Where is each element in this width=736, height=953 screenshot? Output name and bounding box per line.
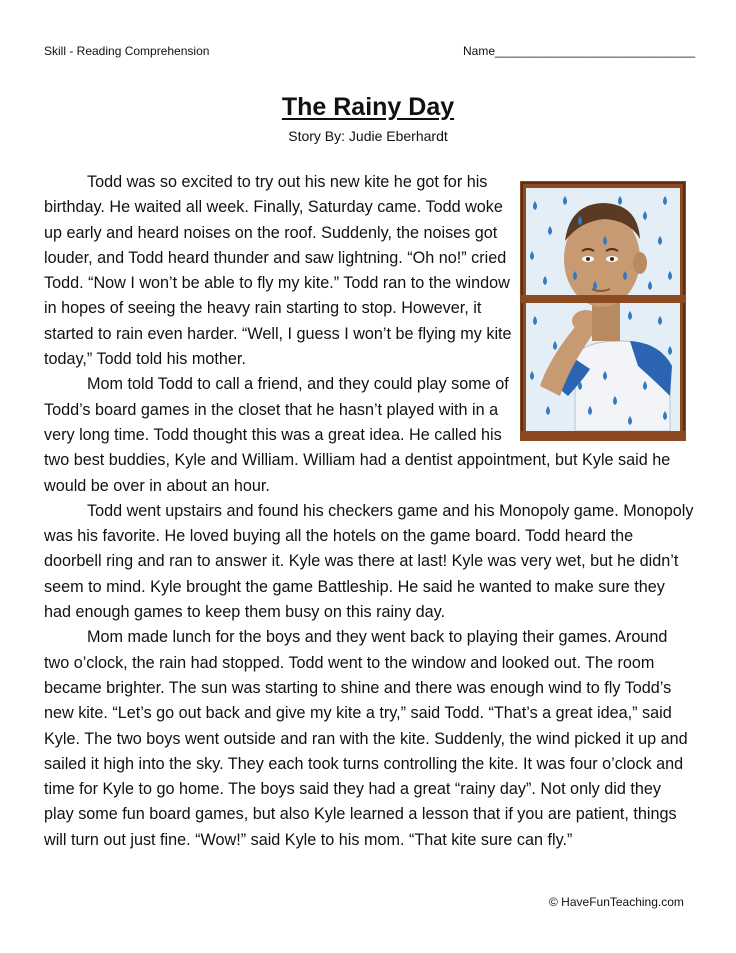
story-paragraph-3: Todd went upstairs and found his checkers game and his Monopoly game. Monopoly was his favorite. He loved buying all the hotels on the game board. Todd heard the doorbell ring and ran to answer it. Kyle was there at last! Kyle was very wet, but he didn’t seem to mind. Kyle brought the game Battleship. He said he wanted to make sure they had enough games to keep them busy on this rainy day. xyxy=(44,501,694,622)
copyright-footer: © HaveFunTeaching.com xyxy=(549,895,684,909)
story-byline: Story By: Judie Eberhardt xyxy=(288,128,448,144)
story-paragraph-1: Todd was so excited to try out his new kite he got for his birthday. He waited all week. Finally, Saturday came. Todd woke up early and heard noises on the roof. Suddenly, the noises got louder, and Todd heard thunder and saw lightning. “Oh no!” cried Todd. “Now I won’t be able to fly my kite.” Todd ran to the window in hopes of seeing the heavy rain starting to stop. However, it started to rain even harder. “Well, I guess I won’t be flying my kite today,” Todd told his mother. xyxy=(44,173,512,369)
boy-at-rainy-window-icon xyxy=(520,181,686,441)
skill-label: Skill - Reading Comprehension xyxy=(44,44,210,58)
story-paragraph-2: Mom told Todd to call a friend, and they could play some of Todd’s board games in the closet that he hasn’t played with in a very long time. Todd thought this was a great idea. He called his two best buddies, Kyle and William. William had a dentist appointment, but Kyle said he would be over in about an hour. xyxy=(44,375,671,495)
page-title: The Rainy Day xyxy=(281,93,455,121)
story-paragraph-4: Mom made lunch for the boys and they went back to playing their games. Around two o’clock, the rain had stopped. Todd went to the window and looked out. The room became brighter. The sun was starting to shine and there was enough wind to fly Todd’s new kite. “Let’s go out back and give my kite a try,” said Todd. “That’s a great idea,” said Kyle. The two boys went outside and ran with the kite. Suddenly, the wind picked it up and sailed it high into the sky. They each took turns controlling the kite. It was four o’clock and time for Kyle to go home. The boys said they had a great “rainy day”. Not only did they play some fun board games, but also Kyle learned a lesson that if you are patient, things will turn out just fine. “Wow!” said Kyle to his mom. “That kite sure can fly.” xyxy=(44,628,688,849)
name-field-label: Name______________________________ xyxy=(463,44,696,58)
